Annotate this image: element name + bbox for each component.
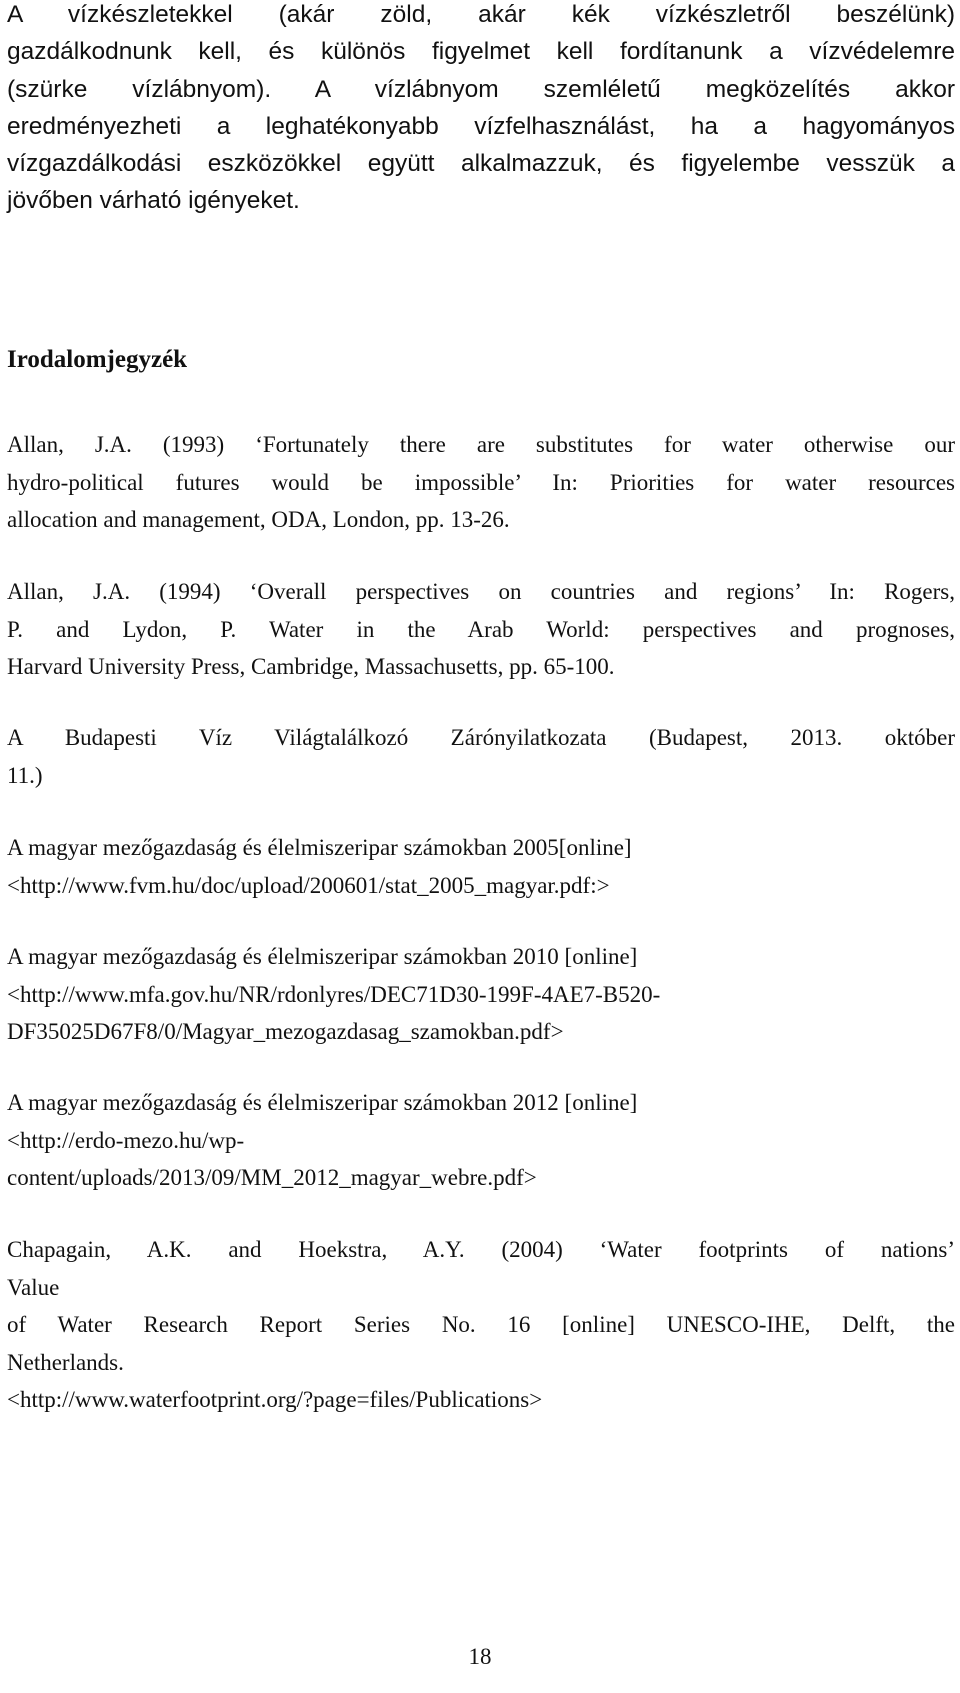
reference-entry	[7, 829, 955, 904]
page-number: 18	[468, 1644, 492, 1669]
intro-line: gazdálkodnunk kell, és különös figyelmet kell fordítanunk a vízvédelemre	[7, 38, 955, 66]
reference-line: Value	[7, 1274, 60, 1300]
reference-line: A Budapesti Víz Világtalálkozó Zárónyilatkozata (Budapest, 2013. október	[7, 725, 955, 750]
reference-line: DF35025D67F8/0/Magyar_mezogazdasag_szamokban.pdf>	[7, 1019, 564, 1044]
reference-line: 11.)	[7, 762, 43, 788]
reference-entry	[7, 426, 955, 539]
intro-line: (szürke vízlábnyom). A vízlábnyom szemléletű megközelítés akkor	[7, 75, 955, 103]
section-heading: Irodalomjegyzék	[7, 346, 188, 373]
reference-line: A magyar mezőgazdaság és élelmiszeripar számokban 2010 [online]	[7, 944, 638, 969]
reference-line: Chapagain, A.K. and Hoekstra, A.Y. (2004) ‘Water footprints of nations’	[7, 1237, 955, 1262]
intro-line: eredményezheti a leghatékonyabb vízfelhasználást, ha a hagyományos	[7, 112, 955, 140]
reference-line: Allan, J.A. (1993) ‘Fortunately there are substitutes for water otherwise our	[7, 432, 955, 457]
reference-entry	[7, 1231, 955, 1419]
reference-line: <http://www.waterfootprint.org/?page=files/Publications>	[7, 1387, 543, 1412]
reference-line: of Water Research Report Series No. 16 [online] UNESCO-IHE, Delft, the	[7, 1312, 955, 1337]
reference-line: Harvard University Press, Cambridge, Massachusetts, pp. 65-100.	[7, 654, 615, 679]
intro-line: vízgazdálkodási eszközökkel együtt alkalmazzuk, és figyelembe vesszük a	[7, 150, 955, 178]
reference-line: <http://www.mfa.gov.hu/NR/rdonlyres/DEC71D30-199F-4AE7-B520-	[7, 981, 661, 1007]
reference-line: hydro-political futures would be impossible’ In: Priorities for water resources	[7, 469, 955, 495]
reference-line: Netherlands.	[7, 1349, 124, 1375]
reference-entry	[7, 1084, 955, 1197]
reference-line: allocation and management, ODA, London, pp. 13-26.	[7, 507, 510, 532]
intro-paragraph	[7, 0, 955, 220]
intro-line: A vízkészletekkel (akár zöld, akár kék vízkészletről beszélünk)	[7, 1, 955, 28]
reference-line: <http://erdo-mezo.hu/wp-	[7, 1127, 245, 1153]
reference-line: <http://www.fvm.hu/doc/upload/200601/stat_2005_magyar.pdf:>	[7, 872, 610, 898]
intro-line: jövőben várható igényeket.	[7, 187, 300, 215]
reference-entry	[7, 938, 955, 1051]
reference-line: Allan, J.A. (1994) ‘Overall perspectives on countries and regions’ In: Rogers,	[7, 579, 955, 604]
reference-line: A magyar mezőgazdaság és élelmiszeripar számokban 2005[online]	[7, 835, 632, 860]
reference-line: content/uploads/2013/09/MM_2012_magyar_webre.pdf>	[7, 1165, 537, 1190]
reference-line: P. and Lydon, P. Water in the Arab World: perspectives and prognoses,	[7, 616, 955, 642]
reference-line: A magyar mezőgazdaság és élelmiszeripar számokban 2012 [online]	[7, 1090, 638, 1115]
reference-entry	[7, 719, 955, 794]
reference-entry	[7, 573, 955, 686]
